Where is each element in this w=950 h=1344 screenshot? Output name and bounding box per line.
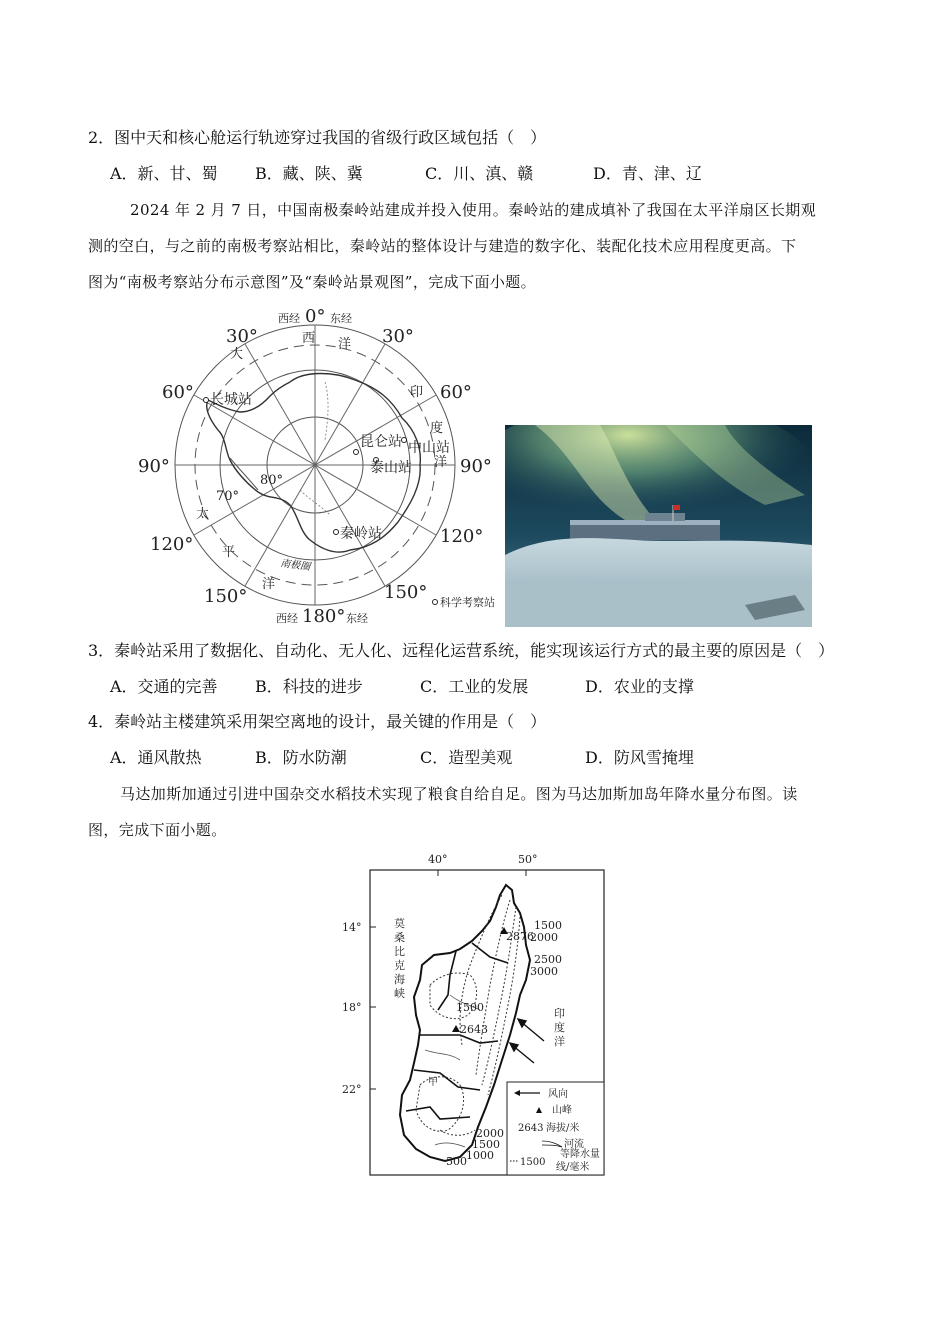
- iso-500-s: 500: [446, 1155, 467, 1168]
- channel-3: 比: [394, 945, 405, 958]
- svg-text:海拔/米: 海拔/米: [546, 1123, 580, 1134]
- iso-2000-n: 2000: [530, 931, 558, 944]
- lon-40: 40°: [428, 853, 448, 866]
- lon-50: 50°: [518, 853, 538, 866]
- svg-text:等降水量: 等降水量: [560, 1149, 600, 1160]
- indian-3: 洋: [434, 455, 448, 470]
- svg-text:秦岭站: 秦岭站: [340, 526, 382, 542]
- deg-30-left: 30°: [226, 326, 258, 347]
- deg-60-right: 60°: [440, 382, 472, 403]
- channel-5: 海: [394, 973, 405, 986]
- atlantic-1: 大: [230, 347, 244, 362]
- lon-bottom-east: 东经: [346, 612, 368, 625]
- lon-top-zero: 0°: [305, 306, 326, 327]
- iso-2000-s: 2000: [476, 1127, 504, 1140]
- deg-30-right: 30°: [382, 326, 414, 347]
- atlantic-3: 洋: [338, 337, 352, 352]
- q4-option-d: D．防风雪掩埋: [585, 748, 694, 767]
- channel-1: 莫: [394, 917, 405, 930]
- intro2-line2: 图，完成下面小题。: [88, 821, 227, 839]
- madagascar-precipitation-map: [330, 845, 620, 1185]
- q3-stem: 3．秦岭站采用了数据化、自动化、无人化、远程化运营系统，能实现该运行方式的最主要的原因是（ ）: [88, 641, 835, 660]
- indian-1: 印: [410, 385, 424, 400]
- iso-1500-c: 1500: [456, 1001, 484, 1014]
- intro1-line1: 2024 年 2 月 7 日，中国南极秦岭站建成并投入使用。秦岭站的建成填补了我国在太平洋扇区长期观: [130, 201, 817, 219]
- indian-2: 度: [430, 421, 444, 436]
- svg-text:2643: 2643: [460, 1023, 488, 1036]
- pacific-3: 洋: [262, 577, 276, 592]
- iso-1500-n: 1500: [534, 919, 562, 932]
- station-changcheng: [204, 391, 253, 408]
- q2-option-d: D．青、津、辽: [593, 164, 702, 183]
- station-qinling: [334, 525, 383, 542]
- station-zhongshan: [402, 438, 451, 457]
- q3-option-a: A．交通的完善: [110, 677, 218, 696]
- antarctic-circle-label: 南极圈: [279, 558, 311, 574]
- station-taishan: [370, 458, 412, 477]
- q3-option-c: C．工业的发展: [420, 677, 529, 696]
- deg-120-left: 120°: [150, 534, 194, 555]
- deg-120-right: 120°: [440, 526, 484, 547]
- legend-elevation: [518, 1121, 579, 1134]
- svg-text:线/毫米: 线/毫米: [556, 1162, 590, 1173]
- deg-90-left: 90°: [138, 456, 170, 477]
- iso-1000-s: 1000: [466, 1149, 494, 1162]
- svg-text:昆仑站: 昆仑站: [360, 434, 402, 450]
- deg-150-right: 150°: [384, 582, 428, 603]
- lon-top-east: 东经: [330, 312, 352, 325]
- iso-1500-s: 1500: [472, 1138, 500, 1151]
- svg-text:2876: 2876: [506, 930, 534, 943]
- q2-option-b: B．藏、陕、冀: [255, 164, 363, 183]
- intro1-line3: 图为“南极考察站分布示意图”及“秦岭站景观图”，完成下面小题。: [88, 273, 537, 291]
- svg-text:河流: 河流: [564, 1139, 584, 1150]
- channel-6: 峡: [394, 987, 405, 1000]
- channel-2: 桑: [394, 931, 405, 944]
- svg-text:山峰: 山峰: [552, 1105, 572, 1116]
- label-jia: 甲: [428, 1077, 438, 1088]
- legend-station: [433, 595, 496, 609]
- pacific-1: 太: [196, 507, 210, 522]
- svg-text:中山站: 中山站: [408, 440, 450, 456]
- q2-stem: 2．图中天和核心舱运行轨迹穿过我国的省级行政区域包括（ ）: [88, 128, 547, 147]
- svg-text:科学考察站: 科学考察站: [440, 596, 495, 609]
- lat-70: 70°: [216, 489, 240, 504]
- svg-text:风向: 风向: [548, 1089, 568, 1100]
- qinling-station-photo: [505, 425, 812, 627]
- lat-80: 80°: [260, 473, 284, 488]
- intro2-line1: 马达加斯加通过引进中国杂交水稻技术实现了粮食自给自足。图为马达加斯加岛年降水量分布图。读: [120, 785, 798, 803]
- q3-option-b: B．科技的进步: [255, 677, 363, 696]
- q4-option-b: B．防水防潮: [255, 748, 347, 767]
- deg-150-left: 150°: [204, 586, 248, 607]
- svg-text:1500: 1500: [520, 1157, 546, 1168]
- ocean-2: 度: [554, 1021, 565, 1034]
- q2-option-a: A．新、甘、蜀: [110, 164, 218, 183]
- q4-option-c: C．造型美观: [420, 748, 513, 767]
- lon-bottom-west: 西经: [276, 612, 298, 625]
- lat-14: 14°: [342, 921, 362, 934]
- q2-option-c: C．川、滇、赣: [425, 164, 534, 183]
- pacific-2: 平: [222, 545, 236, 560]
- ocean-1: 印: [554, 1007, 565, 1020]
- atlantic-2: 西: [302, 331, 316, 346]
- lat-22: 22°: [342, 1083, 362, 1096]
- iso-2500: 2500: [534, 953, 562, 966]
- svg-text:2643: 2643: [518, 1123, 544, 1134]
- lat-18: 18°: [342, 1001, 362, 1014]
- lon-bottom-180: 180°: [302, 606, 346, 627]
- deg-90-right: 90°: [460, 456, 492, 477]
- svg-text:泰山站: 泰山站: [370, 460, 412, 476]
- channel-4: 克: [394, 959, 405, 972]
- deg-60-left: 60°: [162, 382, 194, 403]
- lon-top-west: 西经: [278, 312, 300, 325]
- q3-option-d: D．农业的支撑: [585, 677, 694, 696]
- peak-north: [500, 927, 534, 943]
- intro1-line2: 测的空白，与之前的南极考察站相比，秦岭站的整体设计与建造的数字化、装配化技术应用程度更高。下: [88, 237, 797, 255]
- ocean-3: 洋: [554, 1035, 565, 1048]
- svg-text:长城站: 长城站: [210, 392, 252, 408]
- q4-stem: 4．秦岭站主楼建筑采用架空离地的设计，最关键的作用是（ ）: [88, 712, 547, 731]
- antarctica-station-map: [130, 300, 510, 630]
- iso-3000: 3000: [530, 965, 558, 978]
- q4-option-a: A．通风散热: [110, 748, 202, 767]
